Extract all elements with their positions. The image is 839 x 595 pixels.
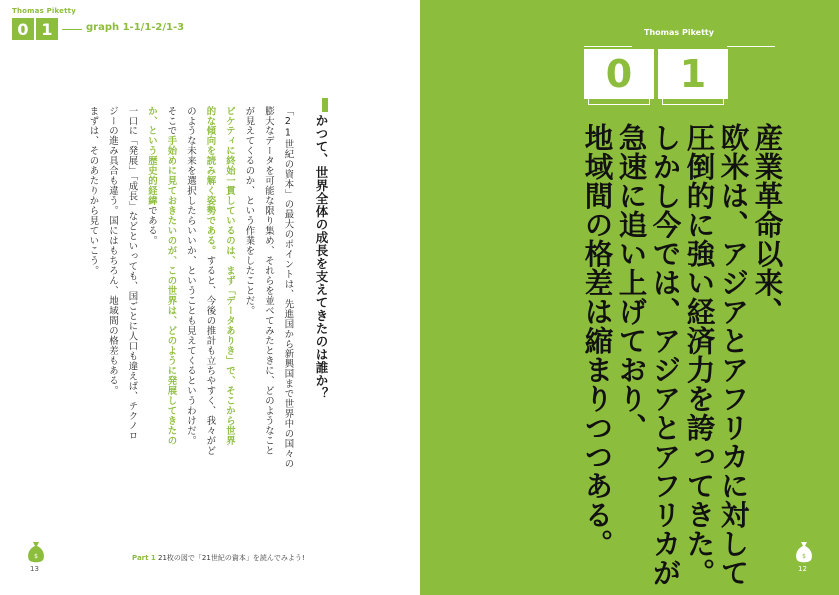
body-column <box>127 106 136 441</box>
headline-column: 欧米は、アジアとアフリカに対して <box>716 123 750 587</box>
body-column <box>225 106 234 446</box>
money-bag-icon <box>794 540 814 564</box>
body-column <box>88 106 97 276</box>
header-divider <box>62 29 82 30</box>
body-text-segment: 「21世紀の資本」の最大のポイントは、先進国から新興国まで世界中の国々の <box>282 106 294 469</box>
headline-column: しかし今では、アジアとアフリカが <box>648 123 682 587</box>
page-number-right: 12 <box>798 565 807 573</box>
svg-text:$: $ <box>802 553 806 560</box>
headline-column: 圧倒的に強い経済力を誇ってきた。 <box>682 123 716 587</box>
body-column <box>166 106 175 446</box>
body-text-segment: である。 <box>145 205 157 246</box>
section-heading: かつて、世界全体の成長を支えてきたのは誰か？ <box>314 114 329 400</box>
body-column <box>283 106 292 469</box>
heading-marker <box>322 98 328 112</box>
body-column <box>205 106 214 456</box>
body-text-segment: のような未来を選択したらいいか、ということも見えてくるというわけだ。 <box>184 106 196 446</box>
body-highlight: 的な傾向を読み解く姿勢である。 <box>204 106 216 256</box>
page-number-left: 13 <box>30 565 39 573</box>
footer-title: 21枚の図で「21世紀の資本」を読んでみよう! <box>158 554 305 562</box>
body-text-segment: そこで <box>165 106 177 136</box>
body-column <box>186 106 195 446</box>
chapter-digit: 1 <box>658 49 728 99</box>
svg-text:$: $ <box>34 553 38 560</box>
footer <box>132 553 305 563</box>
chapter-author: Thomas Piketty <box>644 28 714 37</box>
header-chapter-number <box>12 18 58 40</box>
header-digit: 1 <box>36 18 58 40</box>
body-text-segment: 一口に「発展」「成長」などといっても、国ごとに人口も違えば、テクノロ <box>126 106 138 441</box>
chapter-divider-left <box>584 46 632 47</box>
body-column <box>147 106 156 246</box>
body-text-segment: すると、今後の推計も立ちやすく、我々がど <box>204 255 216 456</box>
header-graph-ref: graph 1-1/1-2/1-3 <box>86 22 185 33</box>
body-text-segment: 膨大なデータを可能な限り集め、それらを並べてみたときに、どのようなこと <box>262 106 274 456</box>
chapter-divider-right <box>727 46 775 47</box>
chapter-number <box>584 49 728 99</box>
headline-column: 産業革命以来、 <box>750 123 784 326</box>
body-text-segment: ジーの進み具合も違う。国にはもちろん、地域間の格差もある。 <box>106 106 118 396</box>
body-highlight: か、という歴史的経緯 <box>145 106 157 206</box>
headline-column: 急速に追い上げており、 <box>614 123 648 442</box>
body-highlight: 手始めに見ておきたいのが、この世界は、どのように発展してきたの <box>165 135 177 446</box>
body-column <box>244 106 253 316</box>
money-bag-icon <box>26 540 46 564</box>
body-column <box>264 106 273 456</box>
body-highlight: ピケティに終始一貫しているのは、まず「データありき」で、そこから世界 <box>223 106 235 446</box>
footer-part: Part 1 <box>132 554 156 562</box>
body-column <box>108 106 117 396</box>
headline-column: 地域間の格差は縮まりつつある。 <box>580 123 614 558</box>
header-digit: 0 <box>12 18 34 40</box>
chapter-digit: 0 <box>584 49 654 99</box>
header-author: Thomas Piketty <box>12 7 76 15</box>
body-text-segment: まずは、そのあたりから見ていこう。 <box>87 106 99 276</box>
body-text-segment: が見えてくるのか、という作業をしたことだ。 <box>243 106 255 316</box>
